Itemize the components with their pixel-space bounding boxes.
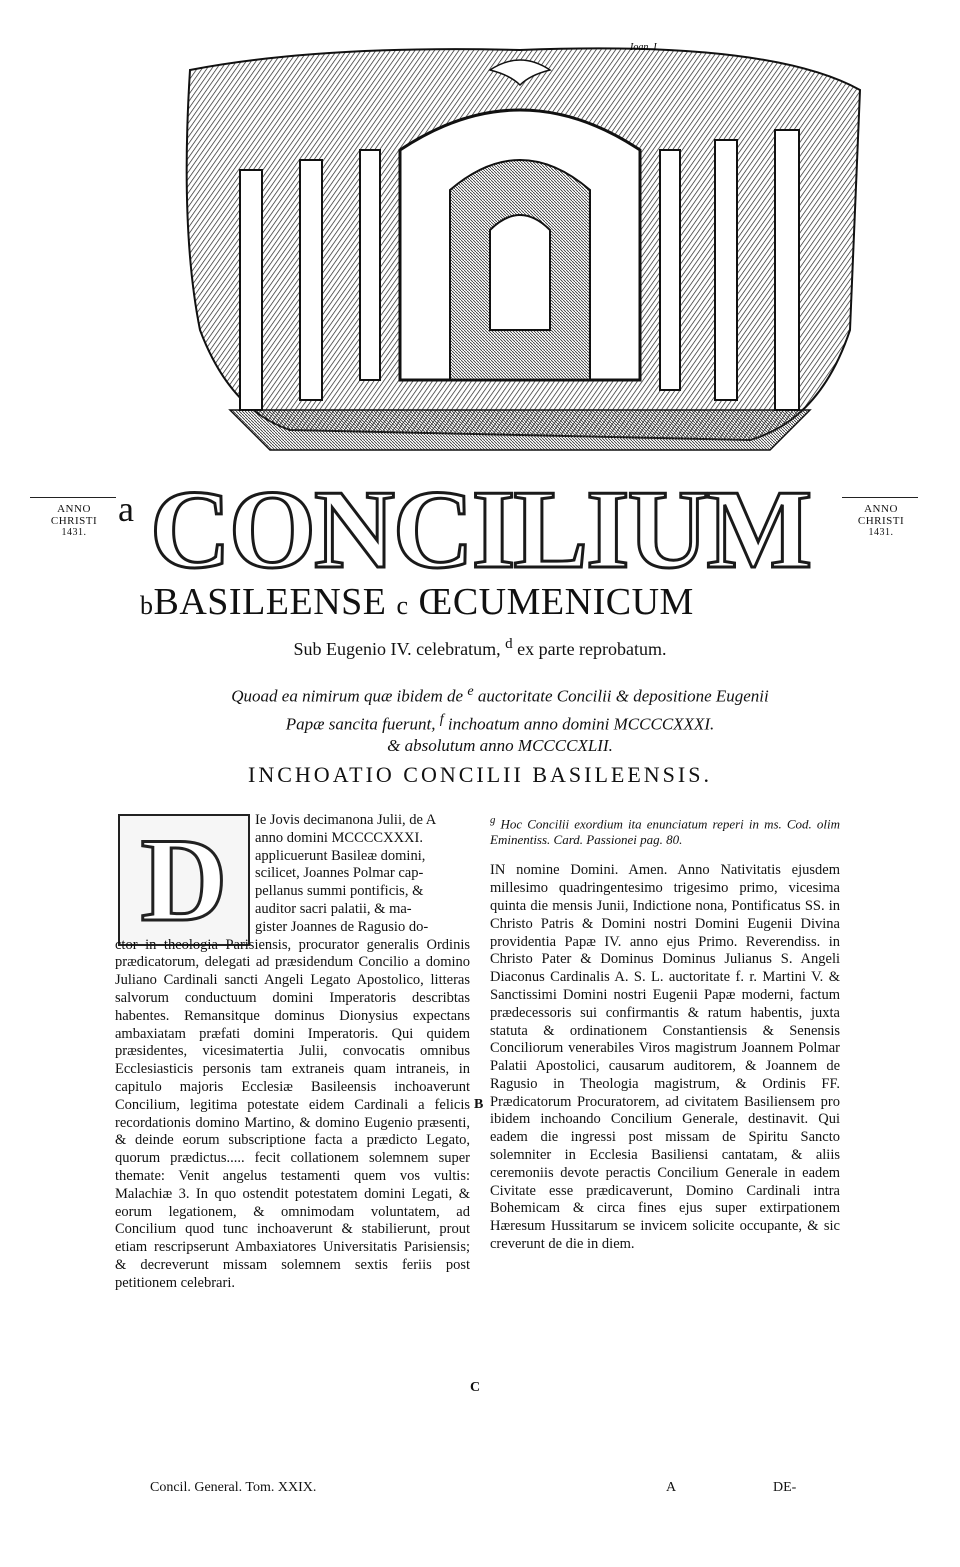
- footer-catchword: DE-: [773, 1480, 797, 1495]
- engraving-caption: Ioan. I: [630, 42, 657, 53]
- word-basileense: BASILEENSE: [153, 581, 387, 623]
- note-marker-b: b: [140, 591, 154, 620]
- left-line-5: pellanus summi pontificis, &: [255, 883, 424, 900]
- quoad-part1: Quoad ea nimirum quæ ibidem de: [231, 686, 468, 706]
- left-line-1: Ie Jovis decimanona Julii, de A: [255, 812, 437, 828]
- dropcap-letter: D: [140, 813, 228, 946]
- anno-left-rule: [30, 497, 116, 498]
- anno-right-line1: ANNO: [864, 503, 898, 515]
- footer-signature: A: [666, 1480, 677, 1495]
- margin-marker-c: C: [470, 1380, 481, 1395]
- note-marker-f: f: [439, 710, 444, 727]
- left-top-lines: [115, 812, 470, 937]
- subtitle-eugenio: [0, 636, 960, 660]
- note-marker-g: g: [490, 814, 496, 826]
- anno-left-year: 1431.: [61, 527, 87, 538]
- word-oecumenicum: ŒCUMENICUM: [418, 581, 694, 623]
- quoad-part2: auctoritate Concilii & depositione Eugenii: [473, 686, 769, 706]
- anno-left-line1: ANNO: [57, 503, 91, 515]
- anno-left-line2: CHRISTI: [50, 515, 98, 527]
- quoad-part5: & absolutum anno MCCCCXLII.: [387, 736, 613, 756]
- sub-line: Sub Eugenio IV. celebratum,: [293, 639, 506, 659]
- anno-right: [846, 503, 916, 539]
- right-body: IN nomine Domini. Amen. Anno Nativitatis ejusdem millesimo quadringentesimo trigesimo primo, vicesima quinta die mensis Junii, Indictione nona, Pontificatus SS. in Christo Patris & Domini nostri Domini Eugenii Divina providentia Papæ IV. anno ejus Primo. Reverendiss. in Christo Pater & Dominus Dominus Julianus S. Angeli Diaconus Cardinalis A. S. L. auctoritate f. r. Martini V. & Sanctissimi Domini nostri Eugenii Papæ moderni, factum prædecessoris sui confirmantis & ratum habentis, juxta statuta & ordinationem Constantiensis & Senensis Conciliorum venerabiles Viros magistrum Joannem Polmar Palatii Apostolici, causarum auditorem, & Joannem de Ragusio in Theologia magistrum, & Ordinis FF. Prædicatorum Procuratorem, ad civitatem Basiliensem pro ibidem inchoando Concilium Generale, destinavit. Qui eadem die ingressi post missam de Spiritu Sancto solemniter in Ecclesia Basiliensi cantatam, & aliis ceremoniis devote peractis Concilium Generale in eadem Civitate esse prædicaverunt, Domino Cardinali intra Bohemicam & circa fines ejus super extirpationem Hæresum Hussitarum se invicem solicite occupante, & sic creverunt de die in diem.: [490, 862, 840, 1253]
- anno-right-year: 1431.: [868, 527, 894, 538]
- note-marker-a: a: [118, 489, 134, 529]
- quoad-part3: Papæ sancita fuerunt,: [285, 714, 440, 734]
- note-marker-e: e: [467, 683, 474, 699]
- left-column: [115, 812, 470, 1293]
- anno-right-line2: CHRISTI: [857, 515, 905, 527]
- sub-line-end: ex parte reprobatum.: [512, 639, 667, 659]
- left-line-4: scilicet, Joannes Polmar cap-: [255, 865, 424, 882]
- engraving-illustration: [170, 30, 870, 470]
- subtitle-line: [140, 580, 694, 624]
- section-heading: INCHOATIO CONCILII BASILEENSIS.: [248, 762, 712, 787]
- right-note-text: Hoc Concilii exordium ita enunciatum reperi in ms. Cod. olim Eminentiss. Card. Passionei pag. 80.: [490, 816, 840, 848]
- page-title: CONCILIUM: [150, 468, 811, 592]
- left-line-3: applicuerunt Basileæ domini,: [255, 847, 426, 864]
- margin-marker-b: B: [474, 1097, 484, 1112]
- left-body: ctor in theologia Parisiensis, procurator generalis Ordinis prædicatorum, delegati ad præsidendum Concilio a domino Juliano Cardinali sancti Angeli Legato Apostolico, litteras salvorum conductuum domini Imperatoris describtas habentes. Remansitque dominus Dionysius expectans ambaxiatam præfati domini Imperatoris. Qui quidem præsidentes, vicesimatertia Julii, convocatis omnibus Ecclesiasticis personis tam extraneis quam intraneis, in capitulo majoris Ecclesiæ Basileensis inchoaverunt Concilium, legitima potestate eidem Cardinali a felicis recordationis domino Martino, & domino Eugenio præsenti, & deinde eorum subscriptione facta a prædicto Legato, quorum prædictus..... fecit collationem solemnem super themate: Venit angelus testamenti quem vos vultis: Malachiæ 3. In quo ostendit potestatem domini Legati, & eorum legationem, & omnimodam voluntatem, ad Concilium quod tunc inchoaverunt & stabilierunt, prout etiam rescripserunt Ambaxiatores Universitatis Parisiensis; & decreverunt missam solemnem sextis feriis post petitionem celebrari.: [115, 936, 470, 1291]
- quoad-part4: inchoatum anno domini MCCCCXXXI.: [443, 714, 715, 734]
- left-line-7: gister Joannes de Ragusio do-: [255, 918, 429, 935]
- anno-left: [34, 503, 114, 539]
- footer-volume: Concil. General. Tom. XXIX.: [150, 1480, 317, 1495]
- left-line-6: auditor sacri palatii, & ma-: [255, 900, 412, 917]
- left-line-2: anno domini MCCCCXXXI.: [255, 829, 423, 846]
- right-column: [490, 812, 840, 1254]
- note-marker-d: d: [505, 636, 513, 652]
- right-note: [490, 812, 840, 848]
- anno-right-rule: [842, 497, 918, 498]
- note-marker-c: c: [396, 591, 409, 620]
- quoad-paragraph: [100, 680, 900, 757]
